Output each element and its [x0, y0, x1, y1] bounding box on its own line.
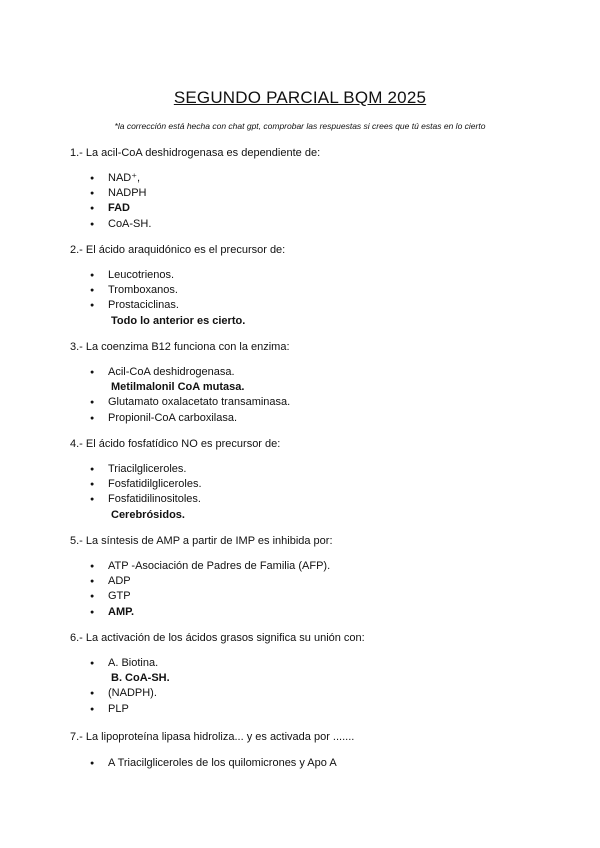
option: ● A Triacilgliceroles de los quilomicrones y Apo A: [70, 756, 337, 771]
option: ● Prostaciclinas.: [70, 298, 245, 313]
correction-note: *la corrección está hecha con chat gpt, comprobar las respuestas si crees que tú estas en lo cierto: [114, 121, 486, 131]
options-q6: [70, 656, 170, 717]
option: ● PLP: [70, 702, 170, 717]
question-4: 4.- El ácido fosfatídico NO es precursor de:: [70, 438, 281, 450]
options-q7: [70, 756, 337, 771]
option: ● ADP: [70, 574, 330, 589]
option: ● ATP -Asociación de Padres de Familia (AFP).: [70, 559, 330, 574]
document-title: SEGUNDO PARCIAL BQM 2025: [173, 88, 427, 107]
correct-option: Cerebrósidos.: [111, 508, 185, 521]
question-5: 5.- La síntesis de AMP a partir de IMP es inhibida por:: [70, 535, 333, 547]
question-7: 7.- La lipoproteína lipasa hidroliza... y es activada por .......: [70, 731, 355, 743]
option: ● Propionil-CoA carboxilasa.: [70, 411, 290, 426]
option: ● Fosfatidilgliceroles.: [70, 477, 202, 492]
question-3: 3.- La coenzima B12 funciona con la enzima:: [70, 341, 290, 353]
correct-option: B. CoA-SH.: [111, 672, 170, 685]
options-q4: [70, 462, 202, 523]
option: ● Glutamato oxalacetato transaminasa.: [70, 395, 290, 410]
option: ● Acil-CoA deshidrogenasa.: [70, 365, 290, 380]
options-q5: [70, 559, 330, 620]
options-q2: [70, 268, 245, 329]
option: ● Leucotrienos.: [70, 268, 245, 283]
option: ● (NADPH).: [70, 686, 170, 701]
correct-option: Todo lo anterior es cierto.: [111, 314, 246, 327]
correct-option: ● FAD: [70, 201, 151, 216]
option: ● Fosfatidilinositoles.: [70, 492, 202, 507]
option: ● NADPH: [70, 186, 151, 201]
question-1: 1.- La acil-CoA deshidrogenasa es dependiente de:: [70, 147, 321, 159]
question-6: 6.- La activación de los ácidos grasos significa su unión con:: [70, 632, 365, 644]
correct-option: Metilmalonil CoA mutasa.: [111, 381, 245, 394]
option: ● Triacilgliceroles.: [70, 462, 202, 477]
option: ● A. Biotina.: [70, 656, 170, 671]
question-2: 2.- El ácido araquidónico es el precursor de:: [70, 244, 286, 256]
options-q1: [70, 171, 151, 232]
option: ● GTP: [70, 589, 330, 604]
option: ● Tromboxanos.: [70, 283, 245, 298]
option: ● NAD⁺,: [70, 171, 151, 186]
correct-option: ● AMP.: [70, 605, 330, 620]
option: ● CoA-SH.: [70, 217, 151, 232]
options-q3: [70, 365, 290, 426]
